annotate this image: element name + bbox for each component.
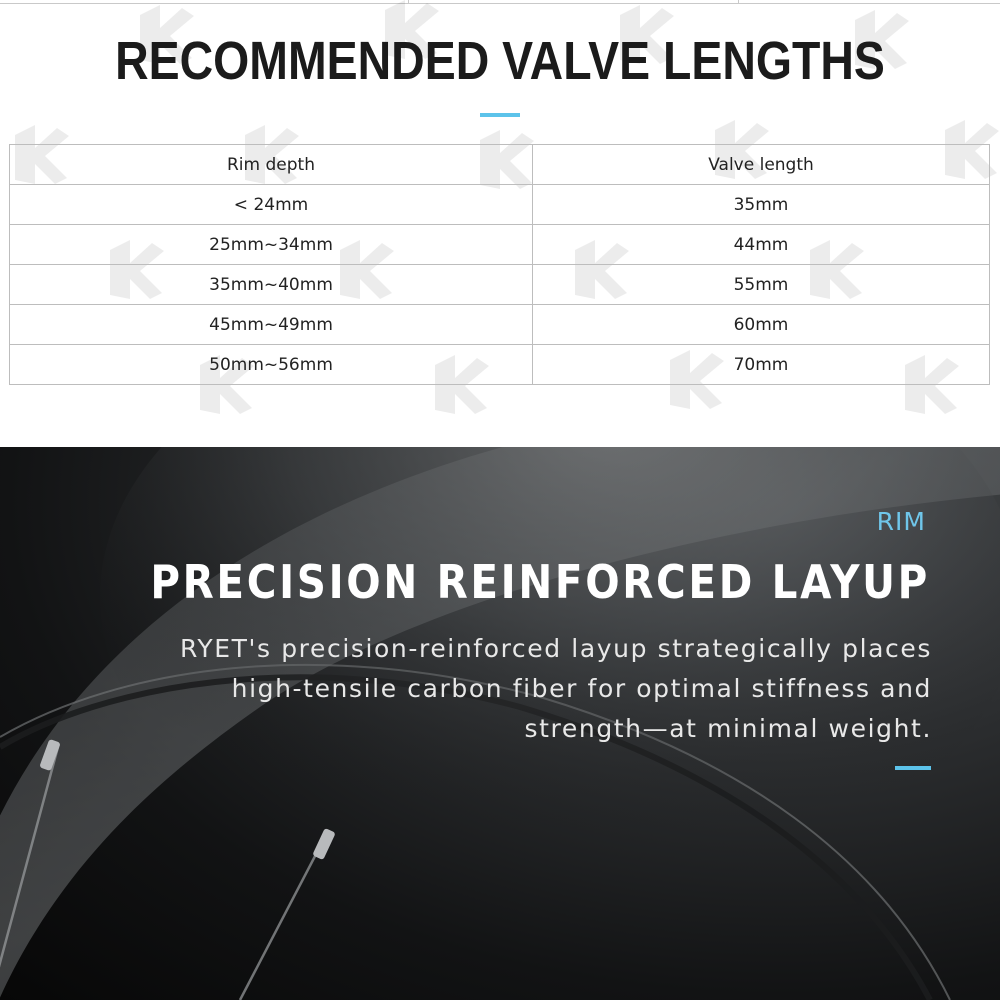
accent-divider	[895, 766, 931, 770]
description-line: RYET's precision-reinforced layup strategically places	[180, 634, 932, 663]
valve-length-cell: 70mm	[533, 345, 990, 385]
column-header-rim-depth: Rim depth	[10, 145, 533, 185]
description-line: high-tensile carbon fiber for optimal stiffness and	[231, 674, 932, 703]
column-header-valve-length: Valve length	[533, 145, 990, 185]
valve-length-table	[9, 144, 990, 385]
valve-length-cell: 55mm	[533, 265, 990, 305]
valve-length-cell: 35mm	[533, 185, 990, 225]
rim-depth-cell: 35mm~40mm	[10, 265, 533, 305]
valve-length-cell: 44mm	[533, 225, 990, 265]
spoke	[240, 837, 325, 1000]
table-row	[10, 225, 990, 265]
table-row	[10, 305, 990, 345]
section-description	[112, 629, 932, 749]
table-row	[10, 185, 990, 225]
table-row	[10, 345, 990, 385]
rim-depth-cell: 45mm~49mm	[10, 305, 533, 345]
table-row	[10, 265, 990, 305]
section-heading: PRECISION REINFORCED LAYUP	[150, 555, 930, 609]
accent-divider	[480, 113, 520, 117]
section-title: RECOMMENDED VALVE LENGTHS	[115, 31, 885, 91]
valve-length-cell: 60mm	[533, 305, 990, 345]
table-header-row	[10, 145, 990, 185]
rim-depth-cell: 50mm~56mm	[10, 345, 533, 385]
rim-feature-section	[0, 447, 1000, 1000]
description-line: strength—at minimal weight.	[524, 714, 932, 743]
section-eyebrow: RIM	[876, 507, 926, 536]
rim-depth-cell: < 24mm	[10, 185, 533, 225]
rim-depth-cell: 25mm~34mm	[10, 225, 533, 265]
valve-length-section	[0, 0, 1000, 447]
table-divider	[738, 0, 739, 4]
